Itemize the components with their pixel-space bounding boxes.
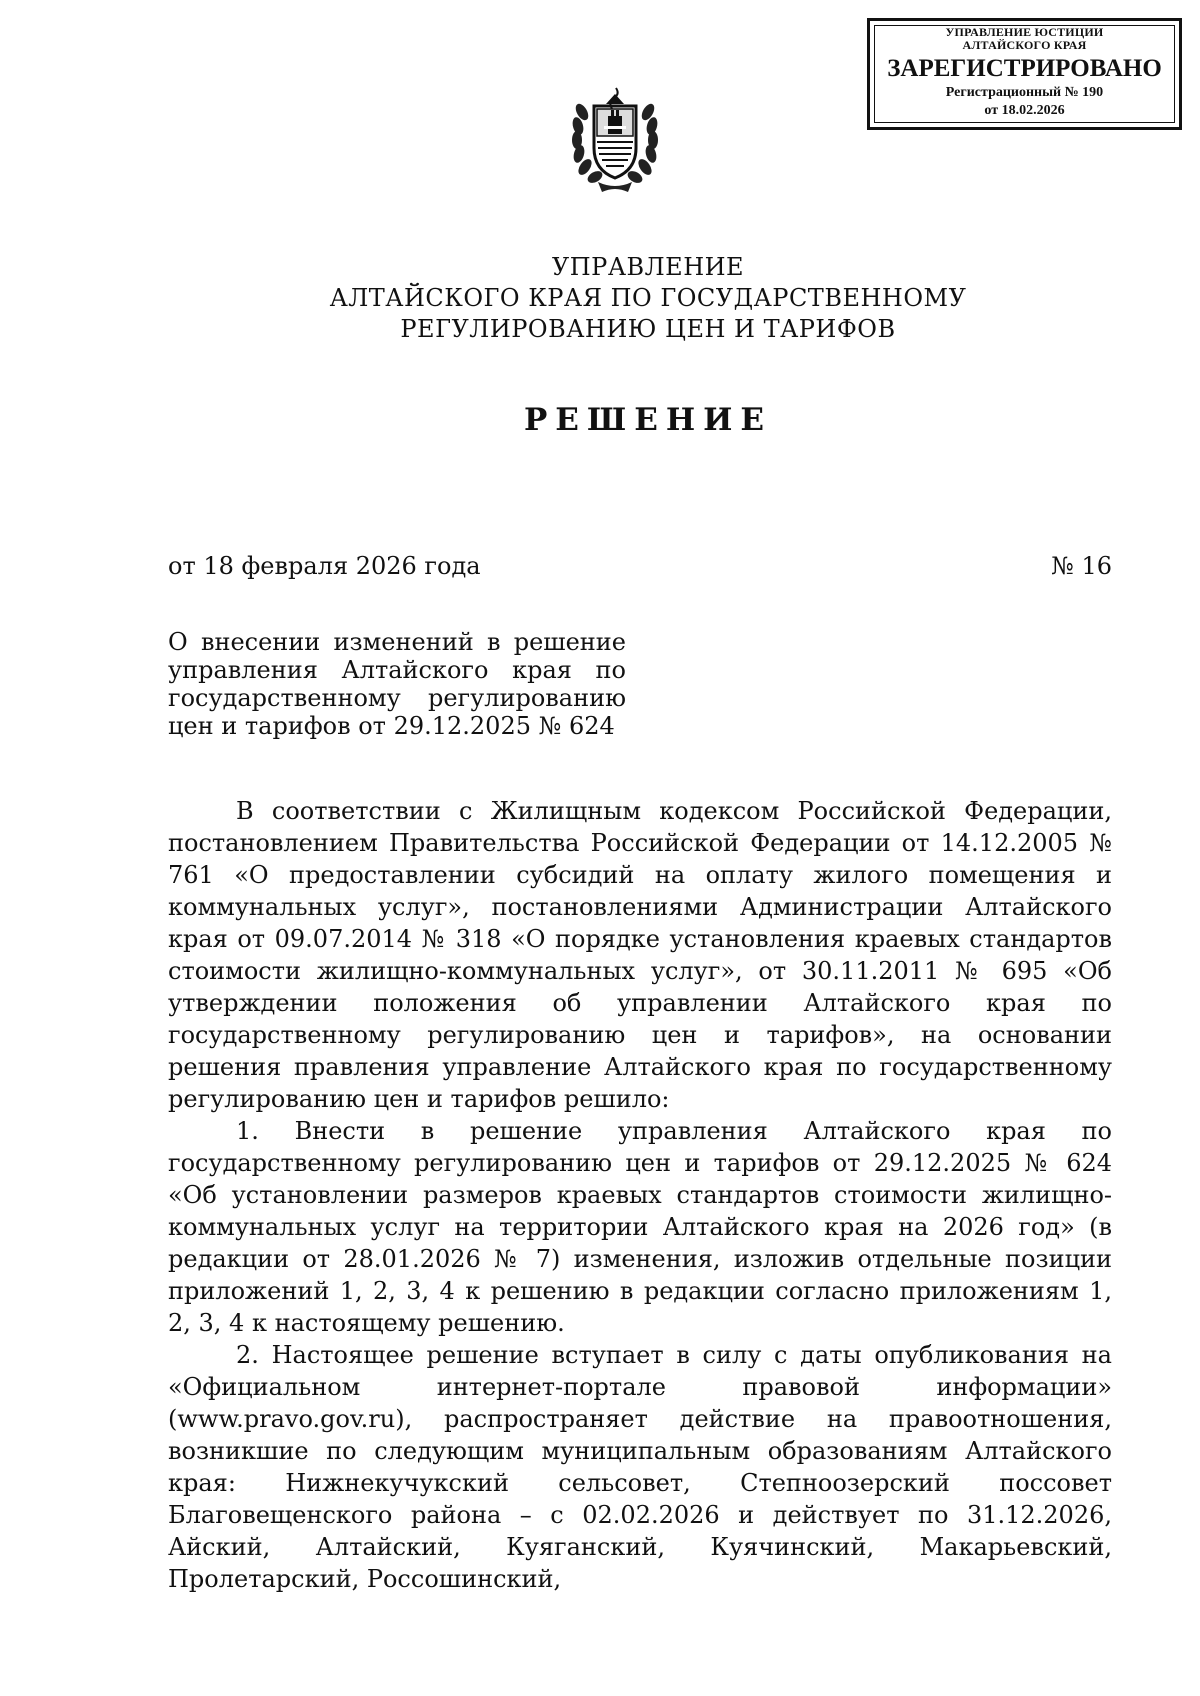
document-body [168, 795, 1112, 1595]
agency-header-line1: УПРАВЛЕНИЕ [551, 253, 745, 281]
preamble-paragraph: В соответствии с Жилищным кодексом Российской Федерации, постановлением Правительства Российской Федерации от 14.12.2005 № 761 «О предоставлении субсидий на оплату жилого помещения и коммунальных услуг», постановлениями Администрации Алтайского края от 09.07.2014 № 318 «О порядке установления краевых стандартов стоимости жилищно-коммунальных услуг», от 30.11.2011 № 695 «Об утверждении положения об управлении Алтайского края по государственному регулированию цен и тарифов», на основании решения правления управление Алтайского края по государственному регулированию цен и тарифов решило: [168, 797, 1112, 1113]
altai-krai-coat-of-arms-icon [568, 82, 662, 194]
stamp-org-line2: АЛТАЙСКОГО КРАЯ [962, 38, 1087, 52]
stamp-reg-number: Регистрационный № 190 [945, 85, 1104, 100]
agency-header-line2: АЛТАЙСКОГО КРАЯ ПО ГОСУДАРСТВЕННОМУ [329, 284, 967, 312]
document-title: РЕШЕНИЕ [523, 402, 773, 438]
registration-stamp-frame [874, 25, 1175, 123]
document-number: № 16 [1051, 552, 1112, 580]
stamp-reg-date: от 18.02.2026 [984, 103, 1065, 118]
item-1-paragraph: 1. Внести в решение управления Алтайского края по государственному регулированию цен и тарифов от 29.12.2025 № 624 «Об установлении размеров краевых стандартов стоимости жилищно-коммунальных услуг на территории Алтайского края на 2026 год» (в редакции от 28.01.2026 № 7) изменения, изложив отдельные позиции приложений 1, 2, 3, 4 к решению в редакции согласно приложениям 1, 2, 3, 4 к настоящему решению. [168, 1117, 1112, 1337]
item-2-paragraph: 2. Настоящее решение вступает в силу с даты опубликования на «Официальном интернет-портале правовой информации» (www.pravo.gov.ru), распространяет действие на правоотношения, возникшие по следующим муниципальным образованиям Алтайского края: Нижнекучукский сельсовет, Степноозерский поссовет Благовещенского района – с 02.02.2026 и действует по 31.12.2026, Айский, Алтайский, Куяганский, Куячинский, Макарьевский, Пролетарский, Россошинский, [168, 1341, 1112, 1593]
stamp-status: ЗАРЕГИСТРИРОВАНО [887, 55, 1162, 82]
agency-header [168, 252, 1128, 345]
document-date: от 18 февраля 2026 года [168, 552, 481, 580]
stamp-org-line1: УПРАВЛЕНИЕ ЮСТИЦИИ [945, 25, 1104, 39]
registration-stamp [867, 18, 1182, 130]
agency-header-line3: РЕГУЛИРОВАНИЮ ЦЕН И ТАРИФОВ [400, 315, 896, 343]
document-subject: О внесении изменений в решение управления Алтайского края по государственному регулированию цен и тарифов от 29.12.2025 № 624 [168, 628, 626, 740]
